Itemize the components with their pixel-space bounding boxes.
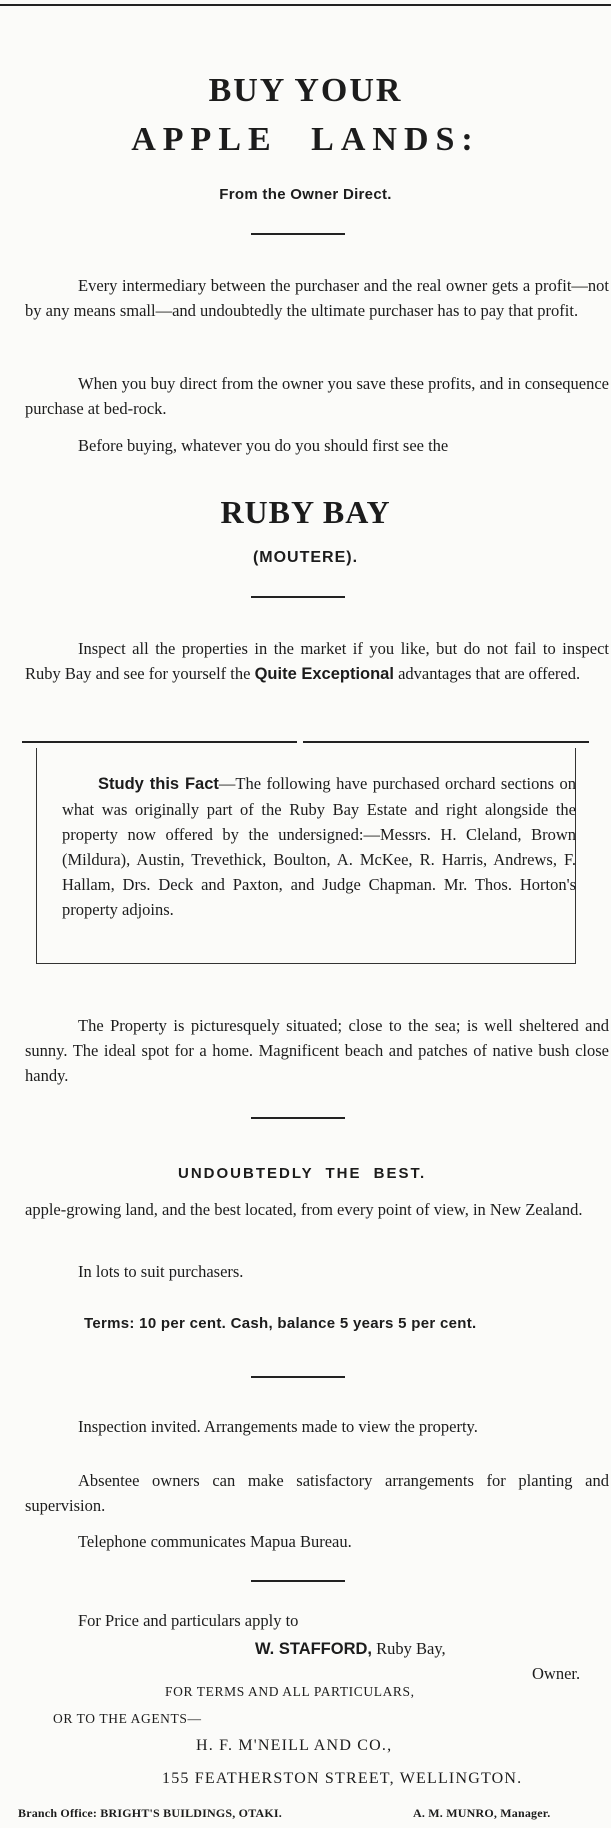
apply-line: For Price and particulars apply to (78, 1611, 299, 1630)
property-paragraph: The Property is picturesquely situated; close to the sea; is well sheltered and sunny. The ideal spot for a home. Magnificent beach and patches of native bush close handy. (25, 1016, 609, 1085)
owner-line: W. STAFFORD, Ruby Bay, (255, 1639, 446, 1658)
inspect-paragraph: Inspect all the properties in the market if you like, but do not fail to inspect Ruby Bay and see for yourself the Quite Exceptional advantages that are offered. (25, 639, 609, 683)
place-region: (MOUTERE). (252, 549, 359, 566)
top-border (0, 4, 611, 6)
divider (251, 1580, 345, 1582)
divider (251, 233, 345, 235)
headline-line1: BUY YOUR (208, 72, 403, 109)
terms-line: Terms: 10 per cent. Cash, balance 5 years 5 per cent. (84, 1315, 477, 1332)
manager-line: A. M. MUNRO, Manager. (413, 1806, 551, 1820)
best-heading: UNDOUBTEDLY THE BEST. (178, 1165, 427, 1182)
terms-particulars-line: FOR TERMS AND ALL PARTICULARS, (165, 1684, 415, 1699)
agent-address: 155 FEATHERSTON STREET, WELLINGTON. (162, 1770, 523, 1787)
box-top-rule (303, 741, 589, 743)
inspection-paragraph-2: Absentee owners can make satisfactory arrangements for planting and supervision. (25, 1471, 609, 1515)
headline-subtitle: From the Owner Direct. (219, 186, 392, 203)
inspection-paragraph-3: Telephone communicates Mapua Bureau. (78, 1532, 352, 1551)
owner-label: Owner. (532, 1664, 581, 1683)
intro-paragraph-1: Every intermediary between the purchaser and the real owner gets a profit—not by any means small—and undoubtedly the ultimate purchaser has to pay that profit. (25, 276, 609, 320)
branch-office: Branch Office: BRIGHT'S BUILDINGS, OTAKI. (18, 1806, 283, 1820)
intro-paragraph-3: Before buying, whatever you do you should first see the (78, 436, 449, 455)
fact-box-text: Study this Fact—The following have purchased orchard sections on what was originally part of the Ruby Bay Estate and right alongside the property now offered by the undersigned:—Messrs. H. Cleland, Brown (Mildura), Austin, Trevethick, Boulton, A. McKee, R. Harris, Andrews, F. Hallam, Drs. Deck and Paxton, and Judge Chapman. Mr. Thos. Horton's property adjoins. (62, 774, 576, 919)
best-paragraph: apple-growing land, and the best located, from every point of view, in New Zealand. (25, 1200, 583, 1219)
lots-line: In lots to suit purchasers. (78, 1262, 244, 1281)
headline-line2: APPLE LANDS: (131, 121, 480, 158)
intro-paragraph-2: When you buy direct from the owner you save these profits, and in consequence purchase at bed-rock. (25, 374, 609, 418)
divider (251, 1117, 345, 1119)
place-name: RUBY BAY (220, 494, 391, 530)
inspection-paragraph-1: Inspection invited. Arrangements made to view the property. (78, 1417, 478, 1436)
divider (251, 1376, 345, 1378)
divider (251, 596, 345, 598)
agent-name: H. F. M'NEILL AND CO., (196, 1737, 393, 1754)
box-top-rule (22, 741, 297, 743)
agents-line: OR TO THE AGENTS— (53, 1711, 202, 1726)
